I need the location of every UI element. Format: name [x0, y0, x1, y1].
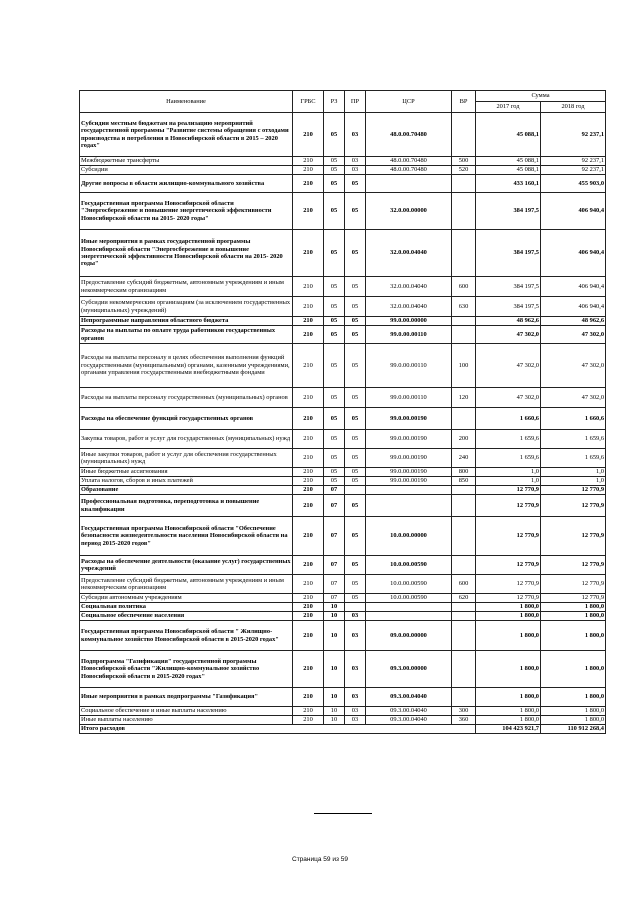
cell-vr	[452, 408, 476, 430]
cell-pr: 05	[345, 477, 366, 486]
cell-vr: 300	[452, 707, 476, 716]
cell-pr: 03	[345, 612, 366, 621]
cell-2017: 1 800,0	[476, 612, 541, 621]
cell-name: Иные мероприятия в рамках подпрограммы "Газификация"	[80, 688, 293, 707]
cell-2017: 45 088,1	[476, 113, 541, 157]
cell-grbs: 210	[293, 621, 324, 651]
cell-pr: 05	[345, 230, 366, 277]
cell-vr	[452, 517, 476, 556]
cell-grbs: 210	[293, 157, 324, 166]
cell-2018: 12 770,9	[541, 556, 606, 575]
cell-name: Другие вопросы в области жилищно-коммунального хозяйства	[80, 175, 293, 193]
cell-2017: 1 800,0	[476, 716, 541, 725]
table-row	[80, 621, 606, 651]
cell-2017: 1 659,6	[476, 449, 541, 468]
cell-rz: 07	[324, 517, 345, 556]
cell-grbs: 210	[293, 449, 324, 468]
cell-vr	[452, 651, 476, 688]
cell-name: Социальное обеспечение и иные выплаты населению	[80, 707, 293, 716]
cell-2018: 12 770,9	[541, 575, 606, 594]
cell-vr	[452, 603, 476, 612]
cell-2018: 1,0	[541, 477, 606, 486]
table-row	[80, 556, 606, 575]
cell-rz: 05	[324, 193, 345, 230]
cell-grbs: 210	[293, 326, 324, 344]
table-header	[80, 91, 606, 113]
cell-2018: 1 800,0	[541, 651, 606, 688]
cell-csr: 09.0.00.00000	[366, 621, 452, 651]
cell-name: Расходы на обеспечение функций государственных органов	[80, 408, 293, 430]
cell-rz: 05	[324, 477, 345, 486]
cell-2017: 12 770,9	[476, 495, 541, 517]
cell-grbs: 210	[293, 707, 324, 716]
cell-2017: 12 770,9	[476, 575, 541, 594]
cell-2018: 1 800,0	[541, 716, 606, 725]
table-row	[80, 113, 606, 157]
cell-name: Государственная программа Новосибирской области " Жилищно-коммунальное хозяйство Новосибирской области в 2015-2020 годах"	[80, 621, 293, 651]
cell-grbs: 210	[293, 113, 324, 157]
cell-rz: 05	[324, 449, 345, 468]
cell-2018: 1,0	[541, 468, 606, 477]
cell-vr	[452, 193, 476, 230]
cell-rz: 05	[324, 175, 345, 193]
table-row	[80, 230, 606, 277]
cell-rz: 05	[324, 468, 345, 477]
cell-grbs: 210	[293, 175, 324, 193]
page-number: Страница 59 из 59	[292, 856, 348, 863]
cell-grbs: 210	[293, 612, 324, 621]
table-row	[80, 430, 606, 449]
cell-name: Непрограммные направления областного бюджета	[80, 317, 293, 326]
cell-pr: 05	[345, 468, 366, 477]
cell-grbs: 210	[293, 277, 324, 297]
cell-csr: 10.0.00.00590	[366, 594, 452, 603]
cell-rz: 05	[324, 326, 345, 344]
cell-name: Иные бюджетные ассигнования	[80, 468, 293, 477]
cell-name: Государственная программа Новосибирской области "Обеспечение безопасности жизнедеятельности населения Новосибирской области на период 2015-2020 годов"	[80, 517, 293, 556]
cell-csr: 10.0.00.00000	[366, 517, 452, 556]
cell-2018: 406 940,4	[541, 297, 606, 317]
cell-name: Расходы на выплаты по оплате труда работников государственных органов	[80, 326, 293, 344]
header-sum: Сумма	[476, 91, 606, 102]
table-row	[80, 193, 606, 230]
cell-vr	[452, 326, 476, 344]
cell-grbs: 210	[293, 408, 324, 430]
cell-vr	[452, 621, 476, 651]
cell-csr: 99.0.00.00190	[366, 468, 452, 477]
cell-2017: 384 197,5	[476, 193, 541, 230]
cell-pr: 03	[345, 716, 366, 725]
cell-name: Субсидии некоммерческим организациям (за исключением государственных (муниципальных) учреждений)	[80, 297, 293, 317]
cell-rz: 10	[324, 716, 345, 725]
cell-csr: 09.3.00.04040	[366, 688, 452, 707]
cell-csr: 09.3.00.00000	[366, 651, 452, 688]
table-row	[80, 716, 606, 725]
cell-csr: 48.0.00.70480	[366, 113, 452, 157]
cell-csr: 09.3.00.04040	[366, 707, 452, 716]
cell-vr: 360	[452, 716, 476, 725]
cell-rz: 05	[324, 166, 345, 175]
cell-name: Социальная политика	[80, 603, 293, 612]
cell-csr: 99.0.00.00110	[366, 326, 452, 344]
cell-grbs: 210	[293, 594, 324, 603]
cell-pr: 03	[345, 157, 366, 166]
cell-name: Подпрограмма "Газификация" государственной программы Новосибирской области "Жилищно-коммунальное хозяйство Новосибирской области в 2015-2020 годах"	[80, 651, 293, 688]
cell-pr: 05	[345, 193, 366, 230]
header-pr: ПР	[345, 91, 366, 113]
cell-rz: 07	[324, 486, 345, 495]
cell-2018: 47 302,0	[541, 326, 606, 344]
table-row	[80, 344, 606, 388]
cell-2017: 12 770,9	[476, 517, 541, 556]
footer-divider	[314, 813, 372, 814]
cell-2017: 1,0	[476, 477, 541, 486]
cell-vr	[452, 612, 476, 621]
cell-grbs: 210	[293, 344, 324, 388]
table-row	[80, 486, 606, 495]
cell-2017: 45 088,1	[476, 157, 541, 166]
table-row	[80, 326, 606, 344]
cell-rz: 05	[324, 277, 345, 297]
cell-csr	[366, 175, 452, 193]
table-row	[80, 594, 606, 603]
cell-vr: 620	[452, 594, 476, 603]
header-2018: 2018 год	[541, 102, 606, 113]
cell-pr: 03	[345, 621, 366, 651]
cell-name: Профессиональная подготовка, переподготовка и повышение квалификации	[80, 495, 293, 517]
cell-rz: 10	[324, 603, 345, 612]
cell-grbs: 210	[293, 230, 324, 277]
cell-csr	[366, 495, 452, 517]
cell-pr: 05	[345, 277, 366, 297]
cell-rz: 10	[324, 651, 345, 688]
cell-2018: 47 302,0	[541, 388, 606, 408]
cell-2018: 12 770,9	[541, 517, 606, 556]
table-row	[80, 468, 606, 477]
cell-grbs: 210	[293, 517, 324, 556]
table-body	[80, 113, 606, 725]
cell-rz: 10	[324, 707, 345, 716]
cell-grbs: 210	[293, 297, 324, 317]
header-2017: 2017 год	[476, 102, 541, 113]
cell-2017: 384 197,5	[476, 230, 541, 277]
cell-2018: 92 237,1	[541, 166, 606, 175]
table-row	[80, 317, 606, 326]
cell-name: Иные закупки товаров, работ и услуг для обеспечения государственных (муниципальных) нужд	[80, 449, 293, 468]
cell-2017: 1 800,0	[476, 651, 541, 688]
cell-2017: 1 800,0	[476, 688, 541, 707]
cell-csr: 10.0.00.00590	[366, 575, 452, 594]
table-row	[80, 517, 606, 556]
cell-2017: 48 962,6	[476, 317, 541, 326]
cell-grbs: 210	[293, 688, 324, 707]
cell-2018: 1 660,6	[541, 408, 606, 430]
cell-2017: 45 088,1	[476, 166, 541, 175]
table-total	[80, 725, 606, 734]
table-row	[80, 575, 606, 594]
table-row	[80, 297, 606, 317]
cell-grbs: 210	[293, 575, 324, 594]
cell-2017: 12 770,9	[476, 594, 541, 603]
cell-csr: 99.0.00.00110	[366, 344, 452, 388]
cell-csr: 99.0.00.00000	[366, 317, 452, 326]
cell-2018: 406 940,4	[541, 193, 606, 230]
cell-vr	[452, 113, 476, 157]
cell-vr	[452, 317, 476, 326]
cell-2017: 1,0	[476, 468, 541, 477]
cell-name: Межбюджетные трансферты	[80, 157, 293, 166]
cell-grbs: 210	[293, 477, 324, 486]
cell-csr: 99.0.00.00190	[366, 408, 452, 430]
cell-name: Государственная программа Новосибирской области "Энергосбережение и повышение энергетической эффективности Новосибирской области на 2015- 2020 годы"	[80, 193, 293, 230]
table-row	[80, 408, 606, 430]
cell-vr: 120	[452, 388, 476, 408]
cell-grbs: 210	[293, 166, 324, 175]
table-row	[80, 166, 606, 175]
cell-csr: 09.3.00.04040	[366, 716, 452, 725]
cell-pr: 05	[345, 297, 366, 317]
cell-2017: 433 160,1	[476, 175, 541, 193]
cell-2018: 12 770,9	[541, 495, 606, 517]
cell-name: Субсидии автономным учреждениям	[80, 594, 293, 603]
table-row	[80, 707, 606, 716]
cell-rz: 05	[324, 344, 345, 388]
cell-csr: 10.0.00.00590	[366, 556, 452, 575]
cell-csr: 99.0.00.00110	[366, 388, 452, 408]
cell-rz: 07	[324, 495, 345, 517]
total-2018: 110 912 268,4	[541, 725, 606, 734]
header-rz: РЗ	[324, 91, 345, 113]
cell-name: Расходы на обеспечение деятельности (оказание услуг) государственных учреждений	[80, 556, 293, 575]
table-row	[80, 603, 606, 612]
header-vr: ВР	[452, 91, 476, 113]
total-label: Итого расходов	[80, 725, 476, 734]
cell-vr: 600	[452, 575, 476, 594]
cell-pr: 05	[345, 495, 366, 517]
cell-name: Субсидии местным бюджетам на реализацию мероприятий государственной программы "Развитие системы обращения с отходами производства и потребления в Новосибирской области в 2015 – 2020 годах"	[80, 113, 293, 157]
cell-2017: 1 660,6	[476, 408, 541, 430]
cell-vr: 600	[452, 277, 476, 297]
cell-grbs: 210	[293, 716, 324, 725]
cell-grbs: 210	[293, 556, 324, 575]
cell-rz: 07	[324, 575, 345, 594]
cell-rz: 05	[324, 408, 345, 430]
cell-name: Субсидии	[80, 166, 293, 175]
cell-rz: 05	[324, 430, 345, 449]
cell-2018: 1 800,0	[541, 612, 606, 621]
cell-name: Расходы на выплаты персоналу государственных (муниципальных) органов	[80, 388, 293, 408]
cell-rz: 05	[324, 113, 345, 157]
header-grbs: ГРБС	[293, 91, 324, 113]
cell-grbs: 210	[293, 495, 324, 517]
cell-2017: 47 302,0	[476, 388, 541, 408]
cell-pr: 05	[345, 449, 366, 468]
cell-rz: 10	[324, 621, 345, 651]
cell-2018: 1 659,6	[541, 430, 606, 449]
cell-pr: 03	[345, 707, 366, 716]
cell-grbs: 210	[293, 468, 324, 477]
cell-rz: 05	[324, 157, 345, 166]
cell-csr: 32.0.00.04040	[366, 230, 452, 277]
cell-grbs: 210	[293, 317, 324, 326]
cell-rz: 05	[324, 297, 345, 317]
table-row	[80, 495, 606, 517]
cell-pr: 05	[345, 594, 366, 603]
cell-name: Расходы на выплаты персоналу в целях обеспечения выполнения функций государственными (муниципальными) органами, казенными учреждениями, органами управления государственными внебюджетными фондами	[80, 344, 293, 388]
cell-2018: 1 800,0	[541, 688, 606, 707]
cell-vr: 630	[452, 297, 476, 317]
cell-csr: 48.0.00.70480	[366, 166, 452, 175]
cell-rz: 10	[324, 612, 345, 621]
table-row	[80, 388, 606, 408]
cell-pr	[345, 603, 366, 612]
total-2017: 104 423 921,7	[476, 725, 541, 734]
cell-csr	[366, 486, 452, 495]
cell-2018: 1 800,0	[541, 707, 606, 716]
budget-table	[79, 90, 606, 734]
cell-grbs: 210	[293, 193, 324, 230]
table-row	[80, 449, 606, 468]
cell-vr	[452, 495, 476, 517]
cell-pr: 05	[345, 430, 366, 449]
cell-csr: 32.0.00.00000	[366, 193, 452, 230]
cell-csr: 48.0.00.70480	[366, 157, 452, 166]
cell-csr: 32.0.00.04040	[366, 277, 452, 297]
cell-rz: 07	[324, 594, 345, 603]
cell-2018: 92 237,1	[541, 113, 606, 157]
cell-grbs: 210	[293, 651, 324, 688]
cell-vr: 800	[452, 468, 476, 477]
cell-2018: 92 237,1	[541, 157, 606, 166]
cell-2017: 384 197,5	[476, 277, 541, 297]
cell-pr: 05	[345, 408, 366, 430]
cell-vr: 500	[452, 157, 476, 166]
header-csr: ЦСР	[366, 91, 452, 113]
cell-name: Социальное обеспечение населения	[80, 612, 293, 621]
cell-pr: 03	[345, 651, 366, 688]
cell-2017: 1 800,0	[476, 707, 541, 716]
cell-vr: 200	[452, 430, 476, 449]
cell-pr	[345, 486, 366, 495]
header-name: Наименование	[80, 91, 293, 113]
cell-rz: 10	[324, 688, 345, 707]
budget-table-container	[79, 90, 605, 734]
cell-vr	[452, 688, 476, 707]
cell-2017: 47 302,0	[476, 344, 541, 388]
cell-rz: 07	[324, 556, 345, 575]
cell-rz: 05	[324, 388, 345, 408]
cell-2018: 1 659,6	[541, 449, 606, 468]
cell-vr: 240	[452, 449, 476, 468]
cell-rz: 05	[324, 317, 345, 326]
cell-2017: 1 800,0	[476, 603, 541, 612]
cell-vr: 850	[452, 477, 476, 486]
cell-name: Уплата налогов, сборов и иных платежей	[80, 477, 293, 486]
cell-vr: 520	[452, 166, 476, 175]
table-row	[80, 477, 606, 486]
cell-2018: 12 770,9	[541, 486, 606, 495]
cell-csr: 99.0.00.00190	[366, 449, 452, 468]
cell-name: Иные мероприятия в рамках государственной программы Новосибирской области "Энергосбережение и повышение энергетической эффективности Новосибирской области на 2015- 2020 годы"	[80, 230, 293, 277]
cell-pr: 03	[345, 166, 366, 175]
cell-name: Закупка товаров, работ и услуг для государственных (муниципальных) нужд	[80, 430, 293, 449]
cell-rz: 05	[324, 230, 345, 277]
cell-2017: 1 800,0	[476, 621, 541, 651]
cell-2018: 48 962,6	[541, 317, 606, 326]
cell-name: Предоставление субсидий бюджетным, автономным учреждениям и иным некоммерческим организациям	[80, 277, 293, 297]
cell-grbs: 210	[293, 486, 324, 495]
cell-vr	[452, 556, 476, 575]
cell-csr	[366, 603, 452, 612]
cell-2017: 12 770,9	[476, 486, 541, 495]
table-row	[80, 651, 606, 688]
cell-vr	[452, 175, 476, 193]
cell-pr: 05	[345, 344, 366, 388]
cell-2018: 47 302,0	[541, 344, 606, 388]
cell-2018: 12 770,9	[541, 594, 606, 603]
table-row	[80, 157, 606, 166]
table-row	[80, 612, 606, 621]
cell-vr	[452, 486, 476, 495]
cell-pr: 05	[345, 326, 366, 344]
cell-pr: 03	[345, 113, 366, 157]
cell-csr: 99.0.00.00190	[366, 477, 452, 486]
cell-name: Предоставление субсидий бюджетным, автономным учреждениям и иным некоммерческим организациям	[80, 575, 293, 594]
table-row	[80, 175, 606, 193]
cell-2018: 455 903,0	[541, 175, 606, 193]
cell-2018: 1 800,0	[541, 621, 606, 651]
cell-pr: 05	[345, 175, 366, 193]
cell-csr: 99.0.00.00190	[366, 430, 452, 449]
cell-2018: 1 800,0	[541, 603, 606, 612]
cell-pr: 05	[345, 517, 366, 556]
cell-csr	[366, 612, 452, 621]
cell-pr: 05	[345, 388, 366, 408]
cell-2017: 1 659,6	[476, 430, 541, 449]
cell-vr	[452, 230, 476, 277]
cell-grbs: 210	[293, 430, 324, 449]
cell-2017: 47 302,0	[476, 326, 541, 344]
cell-pr: 05	[345, 317, 366, 326]
cell-2017: 384 197,5	[476, 297, 541, 317]
cell-grbs: 210	[293, 603, 324, 612]
cell-2018: 406 940,4	[541, 230, 606, 277]
cell-vr: 100	[452, 344, 476, 388]
cell-name: Образование	[80, 486, 293, 495]
cell-pr: 05	[345, 556, 366, 575]
cell-pr: 03	[345, 688, 366, 707]
table-row	[80, 277, 606, 297]
cell-2017: 12 770,9	[476, 556, 541, 575]
cell-grbs: 210	[293, 388, 324, 408]
cell-csr: 32.0.00.04040	[366, 297, 452, 317]
table-row	[80, 688, 606, 707]
cell-2018: 406 940,4	[541, 277, 606, 297]
cell-pr: 05	[345, 575, 366, 594]
cell-name: Иные выплаты населению	[80, 716, 293, 725]
